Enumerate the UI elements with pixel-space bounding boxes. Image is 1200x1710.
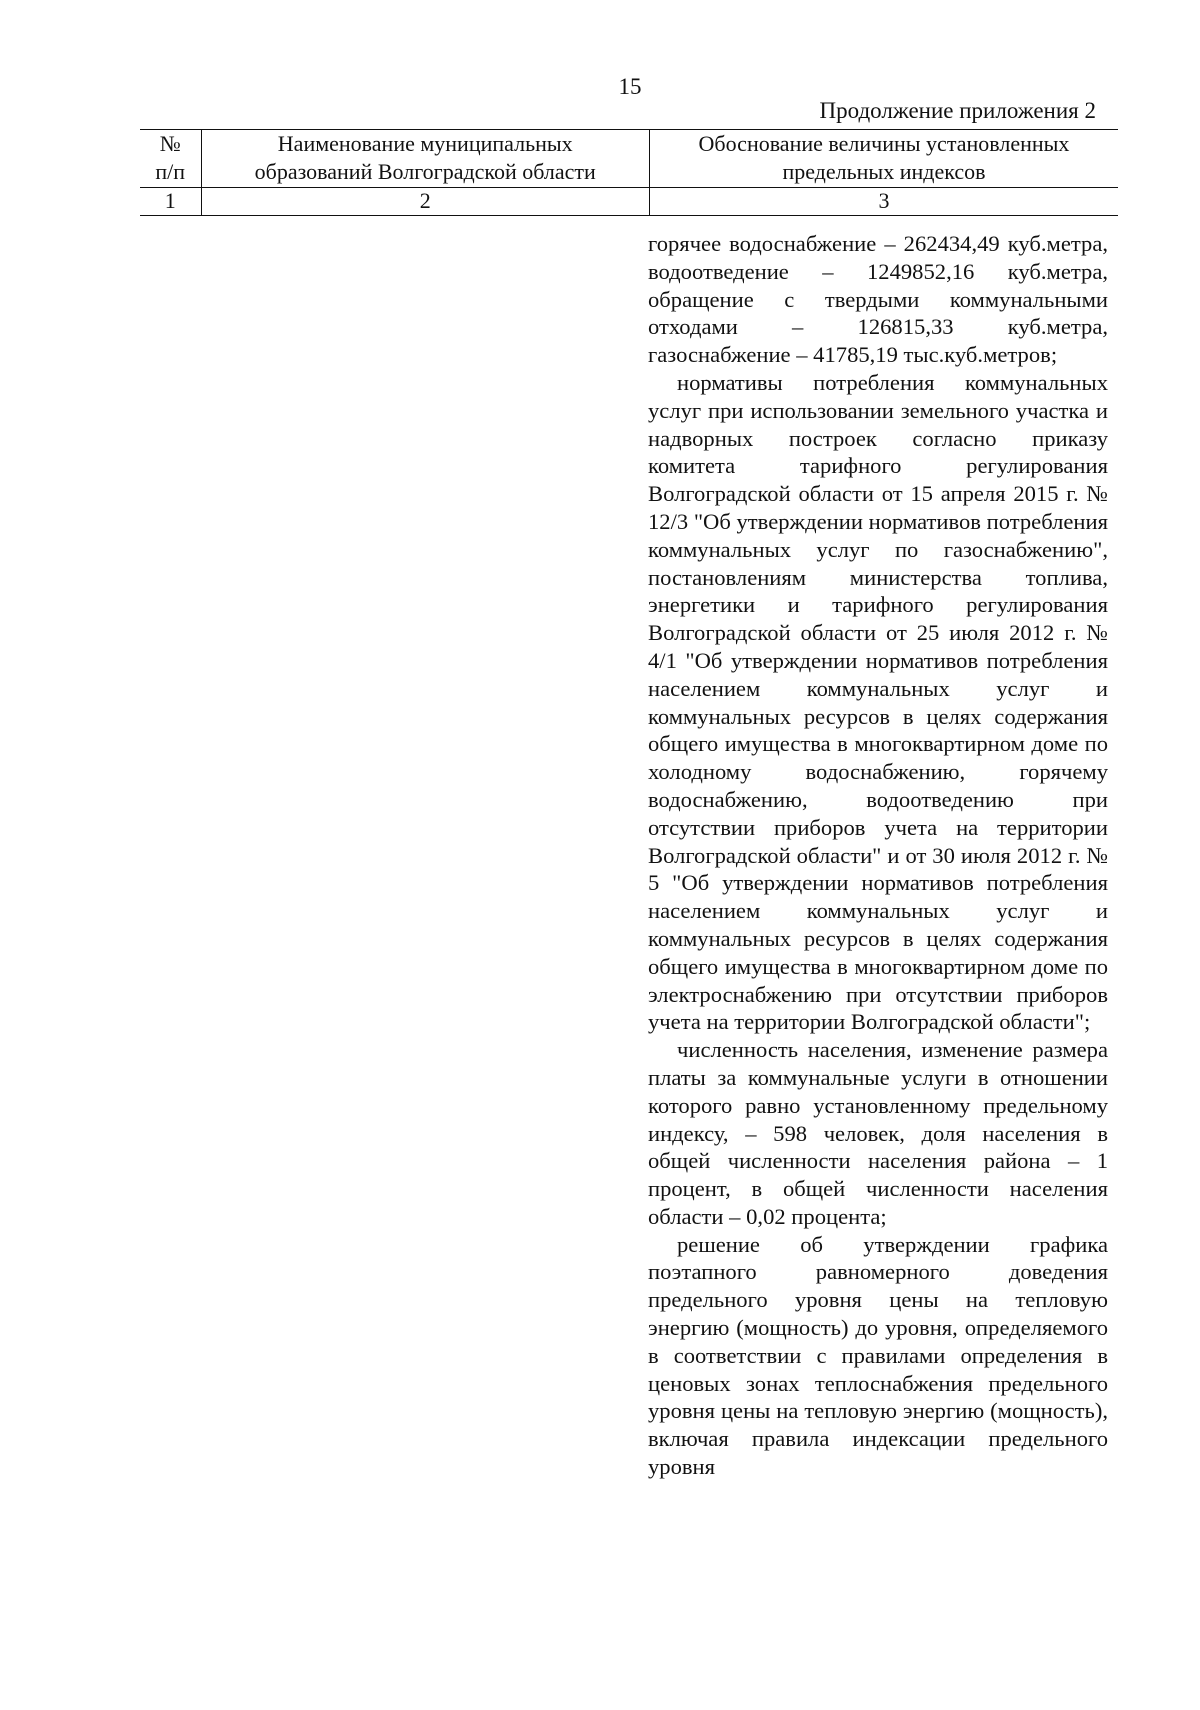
header-justification-line2: предельных индексов <box>782 159 986 184</box>
appendix-table-header <box>140 129 1118 216</box>
header-cell-justification <box>649 130 1118 188</box>
header-justification-line1: Обоснование величины установленных <box>698 131 1070 156</box>
column-number-1: 1 <box>140 188 201 216</box>
header-municipality-line2: образований Волгоградской области <box>254 159 596 184</box>
table-header-row <box>140 130 1118 188</box>
page-number: 15 <box>618 74 642 99</box>
header-cell-municipality <box>201 130 649 188</box>
header-number-line2: п/п <box>155 159 186 184</box>
paragraph-consumption-norms: нормативы потребления коммунальных услуг при использовании земельного участка и надворных построек согласно приказу комитета тарифного регулирования Волгоградской области от 15 апреля 2015 г. № 12/3 "Об утверждении нормативов потребления коммунальных услуг по газоснабжению", постановлениям министерства топлива, энергетики и тарифного регулирования Волгоградской области от 25 июля 2012 г. № 4/1 "Об утверждении нормативов потребления населением коммунальных услуг и коммунальных ресурсов в целях содержания общего имущества в многоквартирном доме по холодному водоснабжению, горячему водоснабжению, водоотведению при отсутствии приборов учета на территории Волгоградской области" и от 30 июля 2012 г. № 5 "Об утверждении нормативов потребления населением коммунальных услуг и коммунальных ресурсов в целях содержания общего имущества в многоквартирном доме по электроснабжению при отсутствии приборов учета на территории Волгоградской области"; <box>648 369 1108 1035</box>
paragraph-price-schedule: решение об утверждении графика поэтапного равномерного доведения предельного уровня цены на тепловую энергию (мощность) до уровня, определяемого в соответствии с правилами определения в ценовых зонах теплоснабжения предельного уровня цены на тепловую энергию (мощность), включая правила индексации предельного уровня <box>648 1231 1108 1480</box>
column-number-row <box>140 188 1118 216</box>
continuation-label: Продолжение приложения 2 <box>819 98 1096 123</box>
paragraph-supply-volumes: горячее водоснабжение – 262434,49 куб.метра, водоотведение – 1249852,16 куб.метра, обращение с твердыми коммунальными отходами – 126815,33 куб.метра, газоснабжение – 41785,19 тыс.куб.метров; <box>648 231 1108 368</box>
header-municipality-line1: Наименование муниципальных <box>277 131 573 156</box>
justification-text <box>648 230 1108 1481</box>
paragraph-population: численность населения, изменение размера платы за коммунальные услуги в отношении которого равно установленному предельному индексу, – 598 человек, доля населения в общей численности населения района – 1 процент, в общей численности населения области – 0,02 процента; <box>648 1037 1108 1229</box>
column-number-3: 3 <box>649 188 1118 216</box>
header-cell-number <box>140 130 201 188</box>
column-number-2: 2 <box>201 188 649 216</box>
header-number-line1: № <box>159 131 181 156</box>
